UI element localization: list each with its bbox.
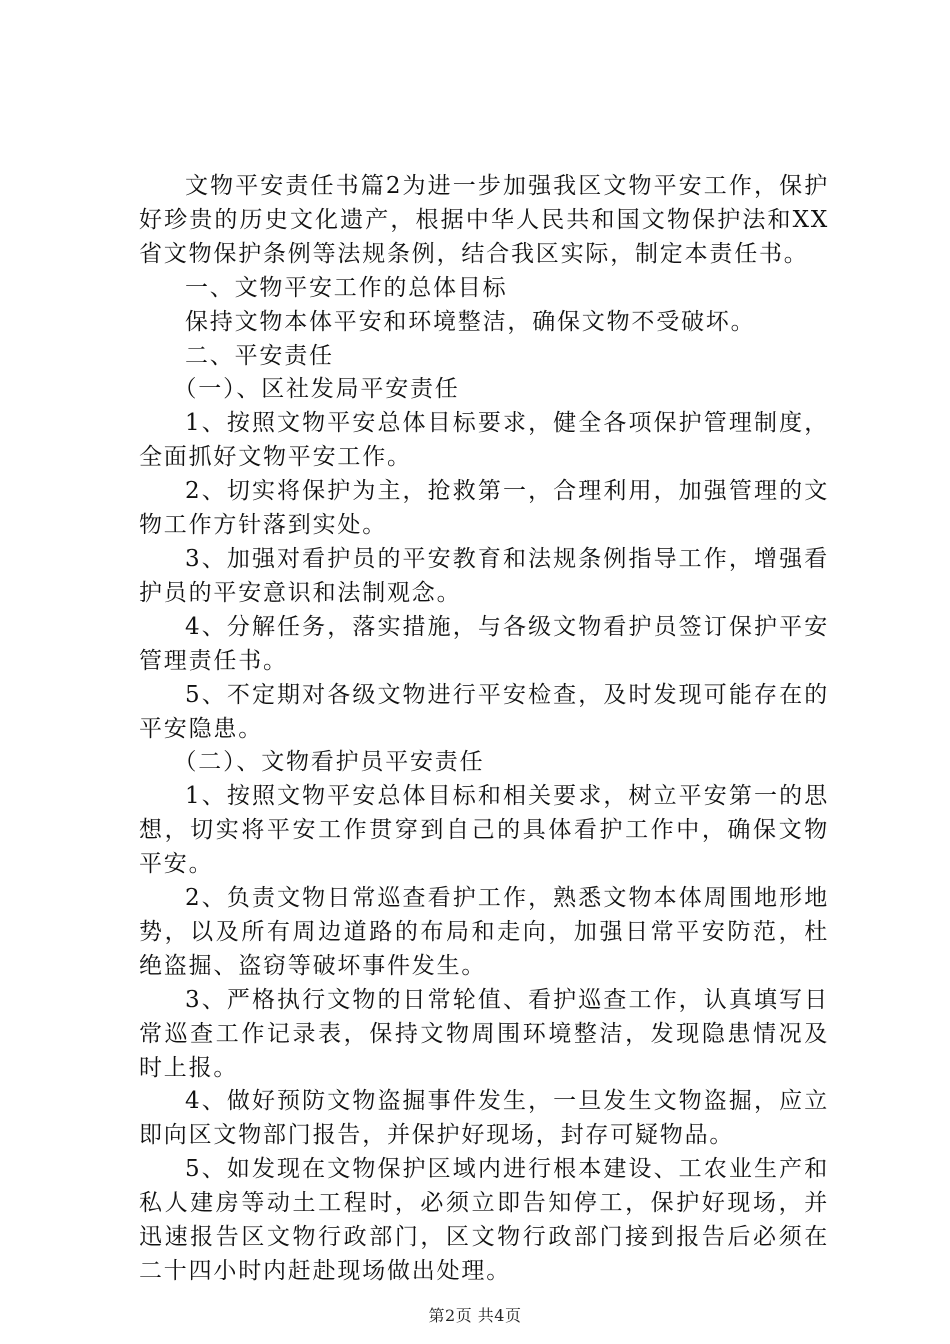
guard-item-1: 1、按照文物平安总体目标和相关要求，树立平安第一的思想，切实将平安工作贯穿到自己的具体看护工作中，确保文物平安。 xyxy=(139,783,829,878)
subheading-guard-responsibility: （二）、文物看护员平安责任 xyxy=(173,749,485,776)
guard-item-3: 3、严格执行文物的日常轮值、看护巡查工作，认真填写日常巡查工作记录表，保持文物周围环境整洁，发现隐患情况及时上报。 xyxy=(139,986,829,1081)
page-number-footer: 第2页 共4页 xyxy=(428,1306,522,1325)
paragraph-intro: 文物平安责任书篇2为进一步加强我区文物平安工作，保护好珍贵的历史文化遗产，根据中华人民共和国文物保护法和XX省文物保护条例等法规条例，结合我区实际，制定本责任书。 xyxy=(139,173,829,267)
guard-item-4: 4、做好预防文物盗掘事件发生，一旦发生文物盗掘，应立即向区文物部门报告，并保护好现场，封存可疑物品。 xyxy=(139,1088,829,1149)
bureau-item-4: 4、分解任务，落实措施，与各级文物看护员签订保护平安管理责任书。 xyxy=(139,613,829,674)
heading-safety-responsibility: 二、平安责任 xyxy=(185,342,334,369)
heading-overall-goal: 一、文物平安工作的总体目标 xyxy=(185,274,508,301)
bureau-item-5: 5、不定期对各级文物进行平安检查，及时发现可能存在的平安隐患。 xyxy=(139,681,829,742)
document-body xyxy=(139,170,829,1289)
bureau-item-1: 1、按照文物平安总体目标要求，健全各项保护管理制度，全面抓好文物平安工作。 xyxy=(139,410,829,471)
subheading-bureau-responsibility: （一）、区社发局平安责任 xyxy=(173,376,460,403)
guard-item-2: 2、负责文物日常巡查看护工作，熟悉文物本体周围地形地势，以及所有周边道路的布局和走向，加强日常平安防范，杜绝盗掘、盗窃等破坏事件发生。 xyxy=(139,885,829,979)
paragraph-goal-text: 保持文物本体平安和环境整洁，确保文物不受破坏。 xyxy=(185,308,756,335)
bureau-item-2: 2、切实将保护为主，抢救第一，合理利用，加强管理的文物工作方针落到实处。 xyxy=(139,478,829,539)
bureau-item-3: 3、加强对看护员的平安教育和法规条例指导工作，增强看护员的平安意识和法制观念。 xyxy=(139,545,829,606)
guard-item-5: 5、如发现在文物保护区域内进行根本建设、工农业生产和私人建房等动土工程时，必须立即告知停工，保护好现场，并迅速报告区文物行政部门，区文物行政部门接到报告后必须在二十四小时内赶赴现场做出处理。 xyxy=(139,1156,829,1284)
